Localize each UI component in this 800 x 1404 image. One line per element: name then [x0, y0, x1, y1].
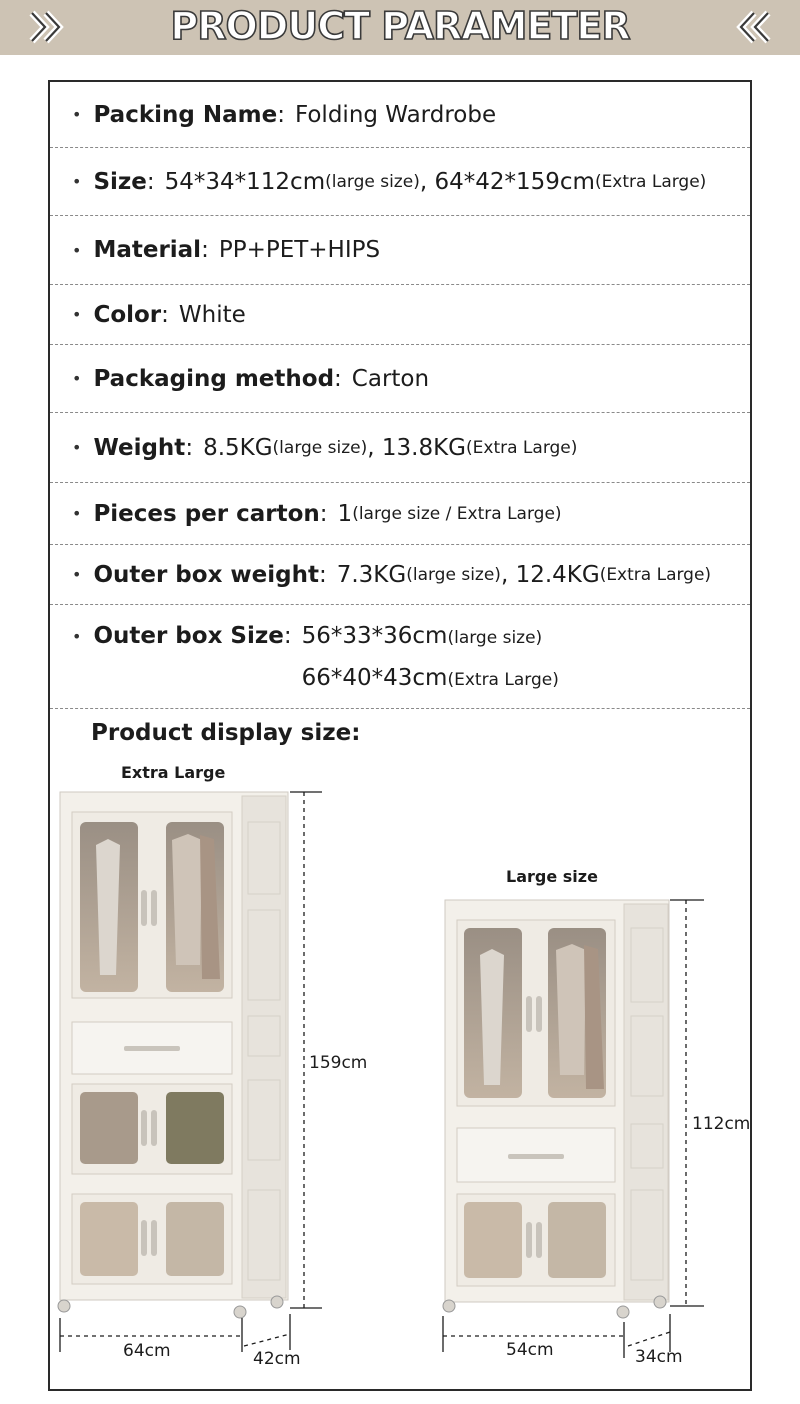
param-separator: ,: [367, 434, 382, 461]
param-note: (Extra Large): [447, 670, 559, 690]
param-value: 13.8KG: [381, 434, 467, 461]
param-label: Weight: [93, 434, 186, 461]
bullet: •: [72, 240, 82, 260]
param-value: 66*40*43cm: [301, 665, 448, 691]
param-label: Packaging method: [93, 365, 335, 392]
large-size-caption: Large size: [506, 867, 598, 886]
param-row-packaging-method: • Packaging method : Carton: [50, 345, 750, 413]
bullet: •: [72, 305, 82, 324]
bullet: •: [72, 438, 82, 457]
extra-large-depth-label: 42cm: [253, 1349, 301, 1369]
large-size-depth-label: 34cm: [635, 1347, 683, 1367]
large-size-wardrobe-image: [443, 900, 669, 1318]
param-separator: ,: [500, 561, 516, 588]
param-label: Size: [93, 168, 147, 195]
param-value: Carton: [351, 365, 430, 392]
param-row-pieces-per-carton: • Pieces per carton : 1 (large size / Extra Large): [50, 483, 750, 545]
param-note: (Extra Large): [594, 171, 707, 192]
param-value: 54*34*112cm: [164, 168, 326, 195]
bullet: •: [72, 105, 82, 124]
param-value: 8.5KG: [203, 434, 273, 461]
large-size-height-label: 112cm: [692, 1114, 751, 1134]
param-row-size: • Size : 54*34*112cm (large size) , 64*42*159cm (Extra Large): [50, 148, 750, 216]
param-label: Outer box Size: [93, 623, 284, 649]
param-value: 1: [337, 500, 353, 527]
param-value: PP+PET+HIPS: [218, 237, 381, 263]
bullet: •: [72, 504, 82, 523]
param-value: White: [178, 301, 246, 328]
extra-large-width-label: 64cm: [123, 1341, 171, 1361]
param-value: Folding Wardrobe: [294, 101, 497, 128]
param-row-material: • Material : PP+PET+HIPS: [50, 216, 750, 285]
param-note: (large size): [447, 628, 543, 648]
param-label: Pieces per carton: [93, 500, 320, 527]
extra-large-wardrobe-image: [58, 792, 288, 1318]
param-note: (Extra Large): [599, 564, 712, 585]
param-note: (large size / Extra Large): [352, 503, 562, 524]
param-label: Material: [93, 237, 202, 263]
param-row-packing-name: • Packing Name : Folding Wardrobe: [50, 82, 750, 148]
param-separator: ,: [419, 168, 435, 195]
param-value: 7.3KG: [336, 561, 407, 588]
param-note: (large size): [406, 564, 501, 585]
param-label: Packing Name: [93, 101, 278, 128]
param-label: Color: [93, 301, 162, 328]
param-label: Outer box weight: [93, 561, 319, 588]
param-row-outer-box-size: • Outer box Size : 56*33*36cm(large size) 66*40*43cm(Extra Large): [50, 605, 750, 709]
param-note: (large size): [325, 171, 420, 192]
bullet: •: [72, 627, 82, 646]
bullet: •: [72, 172, 82, 191]
param-value: 64*42*159cm: [434, 168, 595, 195]
param-note: (Extra Large): [466, 437, 578, 458]
param-note: (large size): [272, 437, 368, 458]
param-row-outer-box-weight: • Outer box weight : 7.3KG (large size) , 12.4KG (Extra Large): [50, 545, 750, 605]
param-row-color: • Color : White: [50, 285, 750, 345]
param-row-weight: • Weight : 8.5KG (large size) , 13.8KG (Extra Large): [50, 413, 750, 483]
param-value: 56*33*36cm: [301, 623, 448, 649]
param-value: 12.4KG: [515, 561, 600, 588]
page-title: PRODUCT PARAMETER: [170, 4, 630, 48]
bullet: •: [72, 565, 82, 584]
extra-large-caption: Extra Large: [121, 763, 226, 782]
bullet: •: [72, 369, 82, 388]
display-size-title: Product display size:: [91, 720, 361, 746]
large-size-width-label: 54cm: [506, 1340, 554, 1360]
extra-large-height-label: 159cm: [309, 1053, 368, 1073]
